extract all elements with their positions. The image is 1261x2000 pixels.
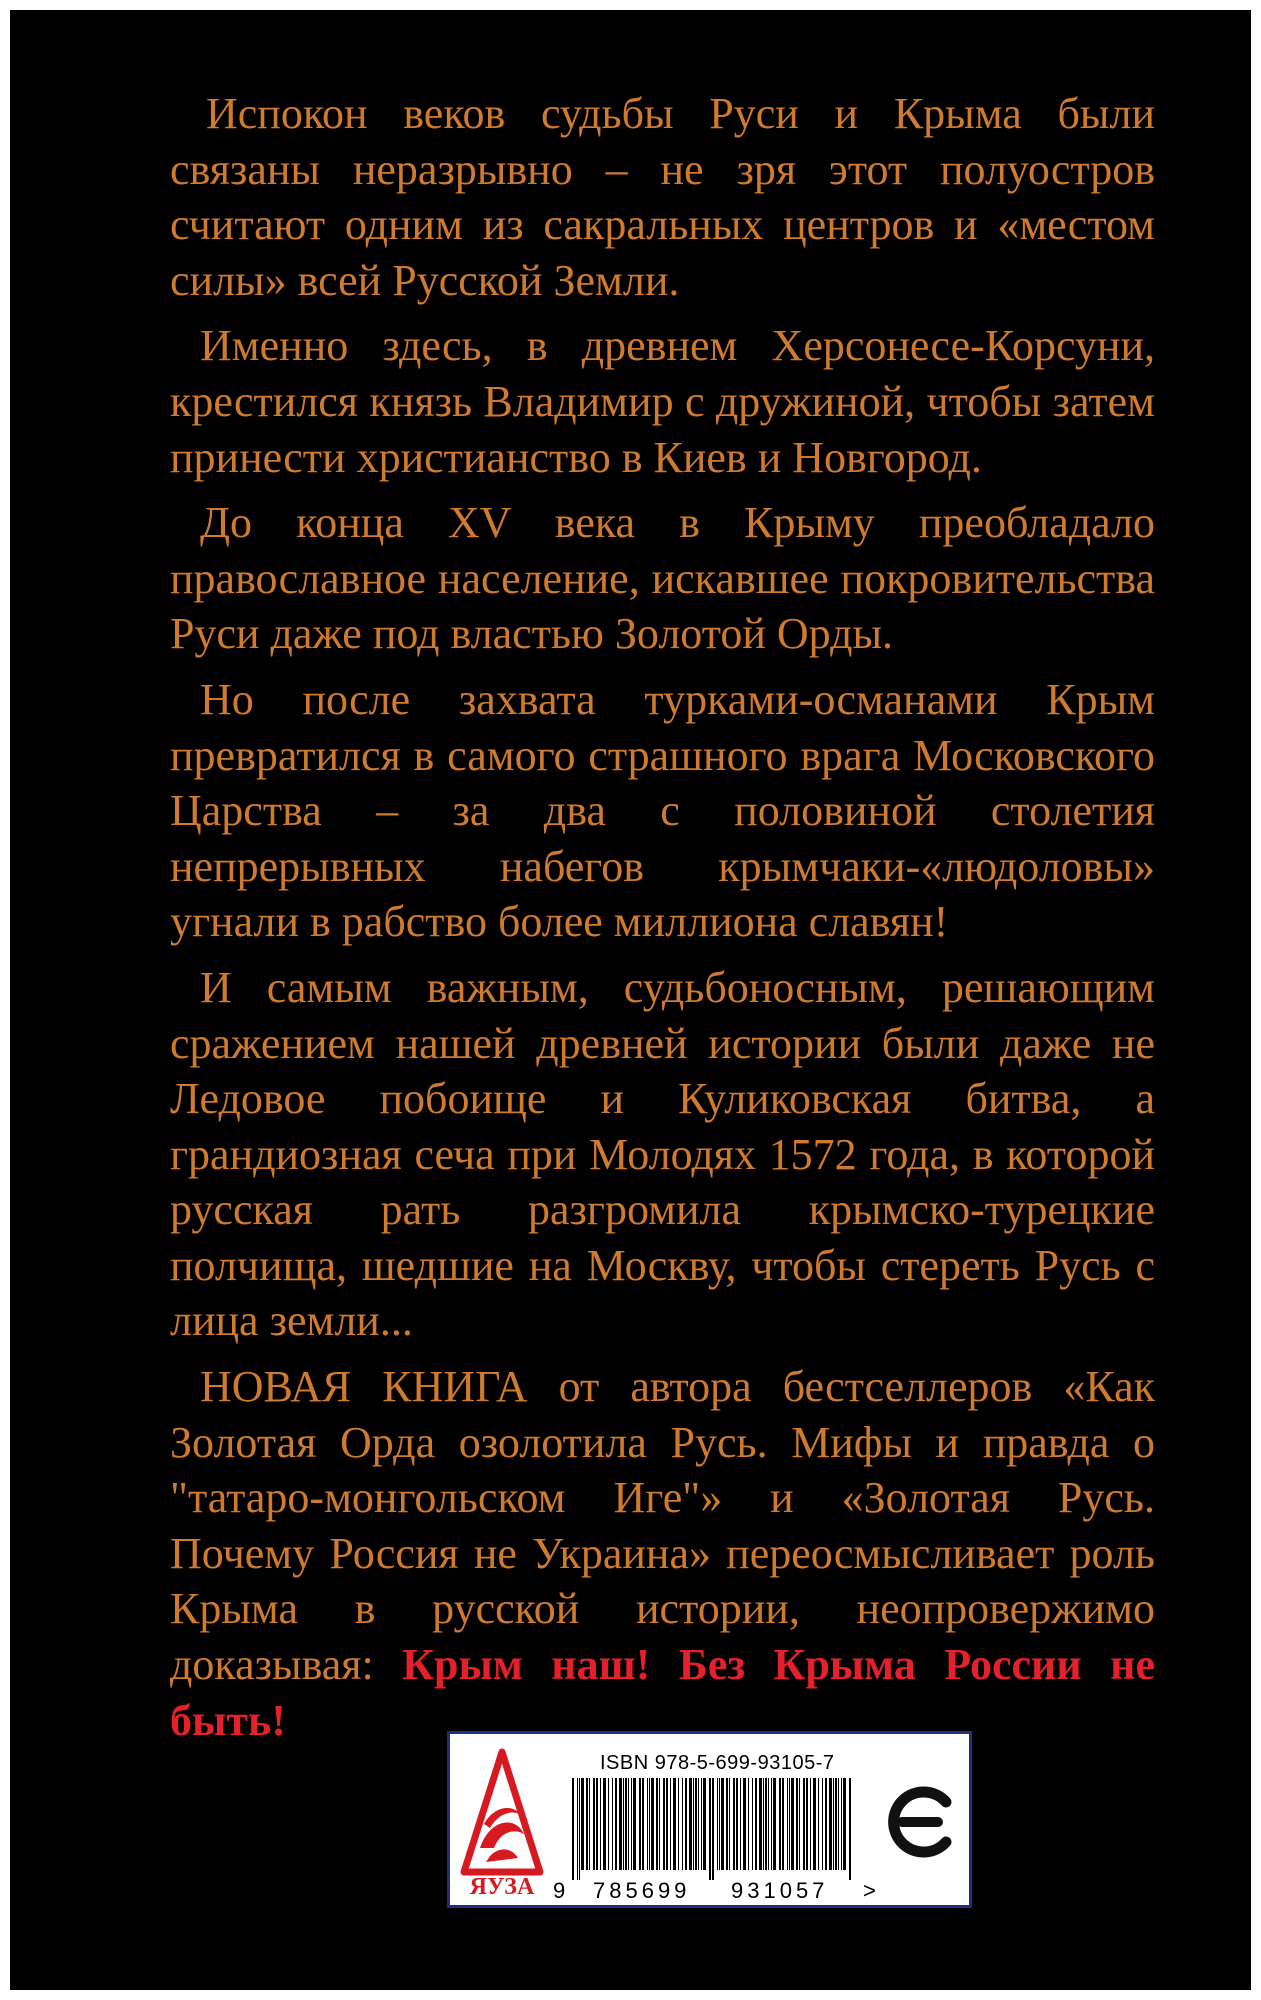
barcode-bar [799,1778,800,1870]
barcode-bar [659,1778,660,1870]
barcode-bar [773,1778,776,1870]
yauza-logo-icon [460,1748,544,1898]
barcode-bar [733,1778,735,1870]
paragraph-6 [170,1359,1155,1748]
barcode-bar [782,1778,784,1870]
isbn-label: ISBN 978-5-699-93105-7 [600,1752,835,1774]
barcode-bar [768,1778,769,1870]
barcode-bar [835,1778,837,1870]
barcode-bar [849,1778,851,1880]
barcode-bar [779,1778,781,1870]
barcode-bar [586,1778,588,1870]
barcode-bar [825,1778,827,1870]
barcode-bar [726,1778,728,1870]
paragraph-3: До конца XV века в Крыму преобладало православное население, искавшее покровительства Руси даже под властью Золотой Орды. [170,498,1155,659]
barcode-bar [600,1778,601,1870]
barcode-bar [796,1778,798,1870]
barcode-bar [791,1778,794,1870]
barcode-bar [647,1778,648,1870]
barcode-bar [829,1778,832,1870]
barcode-bar [589,1778,590,1870]
barcode-bar [623,1778,624,1870]
barcode-bar [729,1778,730,1870]
barcode-bar [612,1778,613,1870]
barcode-bar [712,1778,714,1880]
barcode-bar [822,1778,823,1870]
barcode-bar [709,1778,711,1880]
barcode-bar [838,1778,839,1870]
eksmo-logo-icon [880,1782,960,1862]
barcode-bar [763,1778,764,1870]
annotation-text [170,86,1155,1758]
barcode-bar [579,1778,580,1880]
barcode-bar [678,1778,679,1870]
barcode-bar [759,1778,762,1870]
paragraph-4: Но после захвата турками-османами Крым превратился в самого страшного врага Московского Царства – за два с половиной столетия непрерывных набегов крымчаки-«людоловы» угнали в рабство более миллиона славян! [170,674,1155,947]
barcode-bar [577,1778,578,1880]
barcode-bar [619,1778,622,1870]
barcode-bar [810,1778,811,1870]
barcode-bar [656,1778,658,1870]
barcode-digit-tail: > [863,1878,876,1903]
emphasis-slogan: Крым наш! Без Крыма России не быть! [170,1640,1155,1745]
barcode-bar [628,1778,629,1870]
barcode-bar [695,1778,697,1870]
barcode-bar [596,1778,598,1870]
barcode-bar [593,1778,595,1870]
barcode-bar [771,1778,772,1870]
barcode-bar [642,1778,644,1870]
barcode-bar [703,1778,706,1870]
barcode-bar [806,1778,808,1870]
paragraph-1: Испокон веков судьбы Руси и Крыма были связаны неразрывно – не зря этот полуостров считают одним из сакральных центров и «местом силы» всей Русской Земли. [170,89,1155,305]
barcode-bar [740,1778,741,1870]
book-back-cover [10,10,1251,1990]
barcode-bar [717,1778,718,1870]
barcode-bar [651,1778,654,1870]
barcode-bar [689,1778,692,1870]
barcode-bar [765,1778,767,1870]
barcode-bar [633,1778,636,1870]
barcode-bar [743,1778,746,1870]
barcode-bar [752,1778,753,1870]
barcode-bar [615,1778,617,1870]
paragraph-5: И самым важным, судьбоносным, решающим сражением нашей древней истории были даже не Ледовое побоище и Куликовская битва, а грандиозная сеча при Молодях 1572 года, в которой русская рать разгромила крымско-турецкие полчища, шедшие на Москву, чтобы стереть Русь с лица земли... [170,962,1155,1346]
barcode-bar [698,1778,699,1870]
barcode-bar [748,1778,749,1870]
paragraph-2: Именно здесь, в древнем Херсонесе-Корсуни, крестился князь Владимир с дружиной, чтобы затем принести христианство в Киев и Новгород. [170,321,1155,482]
paragraph-6-text: НОВАЯ КНИГА от автора бестселлеров «Как Золотая Орда озолотила Русь. Мифы и правда о "татаро-монгольском Иге"» и «Золотая Русь. Почему Россия не Украина» переосмысливает роль Крыма в русской истории, неопровержимо доказывая: [170,1362,1155,1690]
barcode-bar [685,1778,687,1870]
barcode-bar [666,1778,668,1870]
barcode-bar [833,1778,834,1870]
barcode-panel [447,1731,972,1908]
barcode-bar [608,1778,609,1870]
barcode-bar [803,1778,805,1870]
barcode-digits-left: 785699 [593,1878,691,1903]
barcode-bar [843,1778,846,1870]
barcode-bar [787,1778,788,1870]
yauza-logo-text: ЯУЗА [469,1874,535,1898]
barcode-bar [719,1778,720,1870]
barcode-digit-lead: 9 [553,1878,566,1903]
barcode-bar [673,1778,676,1870]
barcode-bar [649,1778,650,1870]
barcode-bar [682,1778,683,1870]
barcode-bar [818,1778,819,1870]
barcode-bar [736,1778,738,1870]
barcode-bar [581,1778,584,1870]
barcode-bar [625,1778,627,1870]
barcode-bar [631,1778,632,1870]
barcode-bar [572,1778,574,1880]
barcode-bar [663,1778,665,1870]
barcode-bar [639,1778,641,1870]
barcode-bar [841,1778,842,1870]
barcode-bar [813,1778,816,1870]
barcode-bar [603,1778,606,1870]
barcode-bar [701,1778,702,1870]
barcode-digits-right: 931057 [731,1878,829,1903]
barcode-image [570,1778,855,1880]
barcode-bar [755,1778,757,1870]
barcode-bar [693,1778,694,1870]
barcode-bar [721,1778,724,1870]
barcode-bar [789,1778,790,1870]
barcode-bar [670,1778,671,1870]
